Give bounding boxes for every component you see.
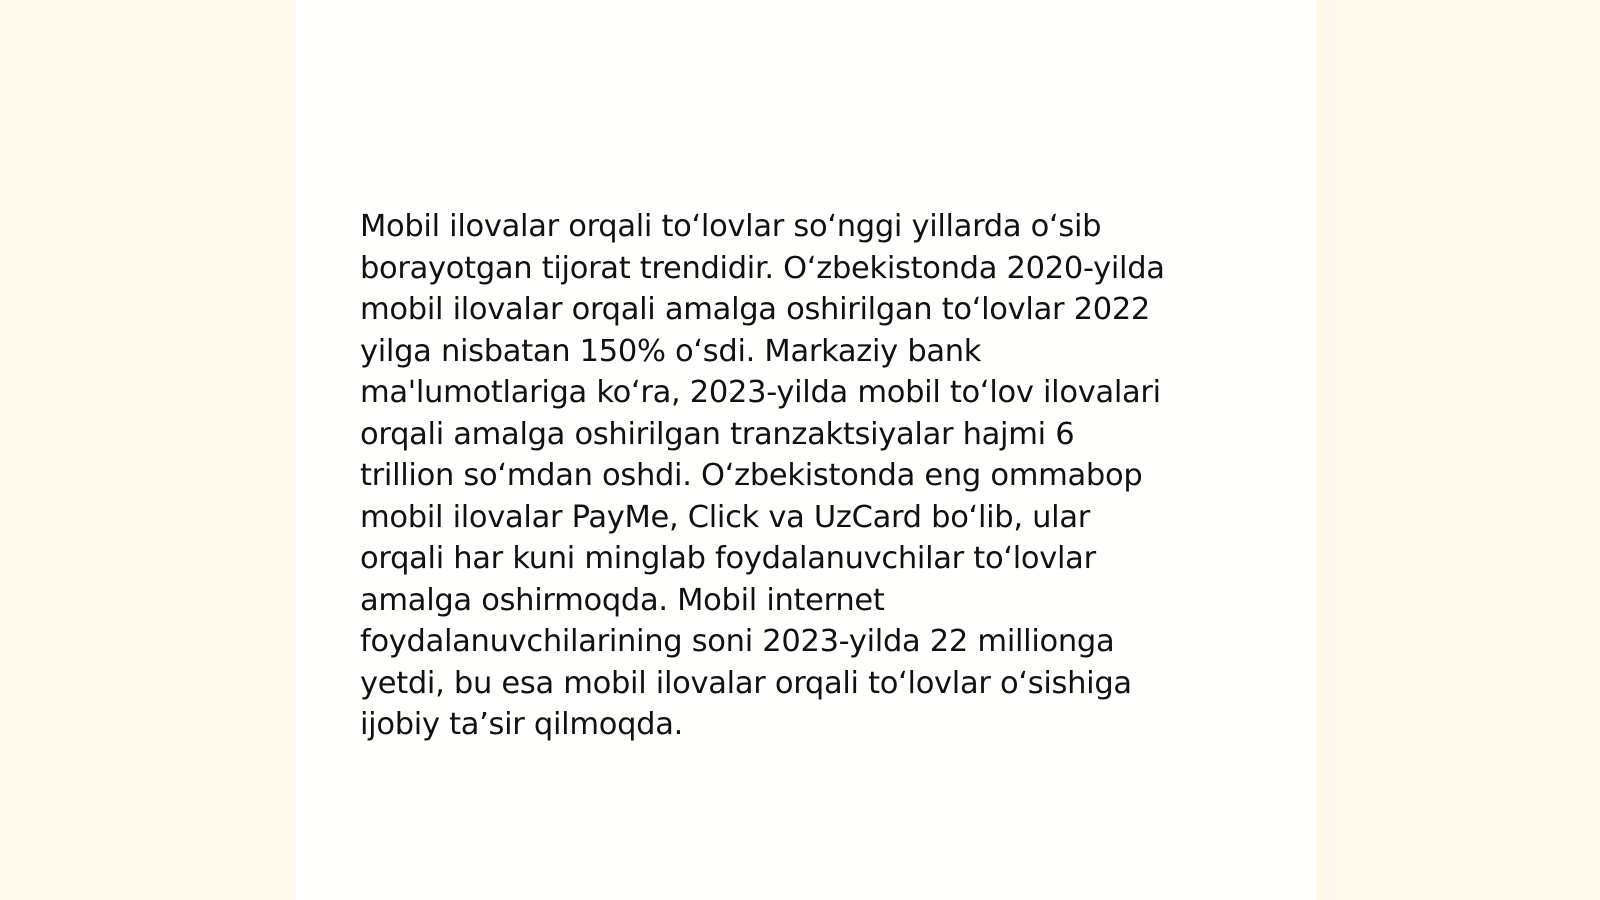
document-page <box>296 0 1316 900</box>
body-paragraph: Mobil ilovalar orqali toʻlovlar soʻnggi yillarda oʻsib borayotgan tijorat trendidir. Oʻzbekistonda 2020-yilda mobil ilovalar orqali amalga oshirilgan toʻlovlar 2022 yilga nisbatan 150% oʻsdi. Markaziy bank ma'lumotlariga koʻra, 2023-yilda mobil toʻlov ilovalari orqali amalga oshirilgan tranzaktsiyalar hajmi 6 trillion soʻmdan oshdi. Oʻzbekistonda eng ommabop mobil ilovalar PayMe, Click va UzCard boʻlib, ular orqali har kuni minglab foydalanuvchilar toʻlovlar amalga oshirmoqda. Mobil internet foydalanuvchilarining soni 2023-yilda 22 millionga yetdi, bu esa mobil ilovalar orqali toʻlovlar oʻsishiga ijobiy taʼsir qilmoqda. <box>360 209 1165 742</box>
